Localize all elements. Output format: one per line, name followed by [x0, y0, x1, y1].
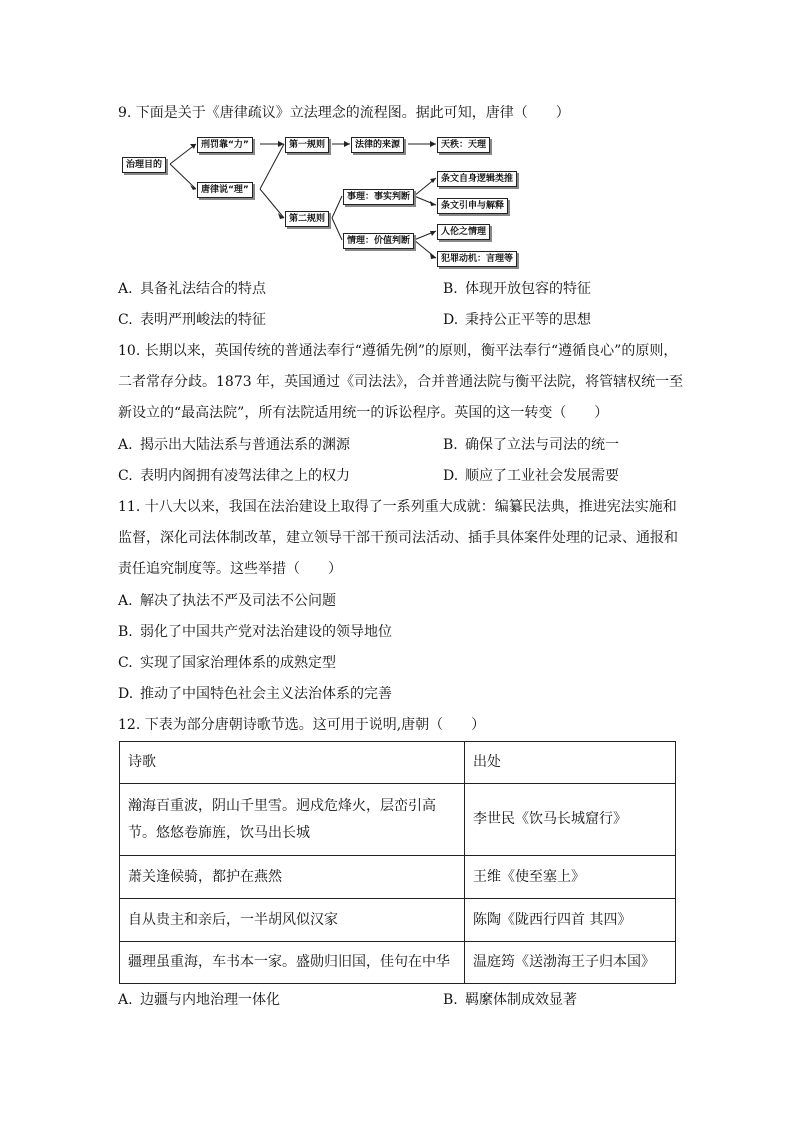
table-cell-poem: 自从贵主和亲后，一半胡风似汉家: [120, 899, 465, 942]
table-header-row: [120, 742, 676, 784]
q9-stem: 9. 下面是关于《唐律疏议》立法理念的流程图。据此可知，唐律（ ）: [118, 105, 570, 121]
q10-option-a[interactable]: A. 揭示出大陆法系与普通法系的渊源: [118, 437, 350, 453]
q11-option-b[interactable]: B. 弱化了中国共产党对法治建设的领导地位: [118, 624, 392, 640]
table-row: [120, 784, 676, 856]
flow-c1: 法律的来源: [351, 137, 404, 153]
flow-root: 治理目的: [122, 157, 166, 173]
q10-stem-line3: 新设立的“最高法院”，所有法院适用统一的诉讼程序。英国的这一转变（ ）: [118, 405, 609, 421]
flow-a1: 刑罚靠“力”: [197, 137, 253, 153]
q9-option-d[interactable]: D. 秉持公正平等的思想: [443, 312, 591, 328]
q11-option-c[interactable]: C. 实现了国家治理体系的成熟定型: [118, 655, 336, 671]
q9-option-c[interactable]: C. 表明严刑峻法的特征: [118, 312, 266, 328]
flow-d3: 条文引申与解释: [437, 198, 508, 214]
q11-option-d[interactable]: D. 推动了中国特色社会主义法治体系的完善: [118, 686, 392, 702]
flow-d2: 条文自身逻辑类推: [437, 171, 517, 187]
table-cell-source: 李世民《饮马长城窟行》: [465, 784, 676, 856]
q9-flowchart: [120, 132, 530, 272]
q12-stem: 12. 下表为部分唐朝诗歌节选。这可用于说明,唐朝（ ）: [118, 717, 486, 733]
q10-option-d[interactable]: D. 顺应了工业社会发展需要: [443, 468, 619, 484]
table-row: [120, 856, 676, 899]
flow-b1: 第一规则: [285, 137, 329, 153]
q11-option-a[interactable]: A. 解决了执法不严及司法不公问题: [118, 593, 336, 609]
table-cell-source: 陈陶《陇西行四首 其四》: [465, 899, 676, 942]
table-cell-source: 温庭筠《送渤海王子归本国》: [465, 942, 676, 984]
table-row: [120, 942, 676, 984]
table-cell-poem: 瀚海百重波，阴山千里雪。迥戍危烽火，层峦引高 节。悠悠卷旆旌，饮马出长城: [120, 784, 465, 856]
table-header-source: 出处: [465, 742, 676, 784]
q11-stem-line3: 责任追究制度等。这些举措（ ）: [118, 561, 342, 577]
flow-d4: 人伦之情理: [437, 224, 490, 240]
table-cell-poem: 萧关逢候骑，都护在燕然: [120, 856, 465, 899]
q10-stem-line1: 10. 长期以来，英国传统的普通法奉行“遵循先例”的原则，衡平法奉行“遵循良心”的原则，: [118, 343, 678, 359]
flow-b2: 第二规则: [285, 211, 329, 227]
q12-option-a[interactable]: A. 边疆与内地治理一体化: [118, 992, 280, 1008]
flow-a2: 唐律说“理”: [197, 182, 253, 198]
q11-stem-line1: 11. 十八大以来，我国在法治建设上取得了一系列重大成就：编纂民法典，推进宪法实施和: [118, 499, 677, 515]
q12-poem-table: [119, 741, 676, 984]
table-header-poem: 诗歌: [120, 742, 465, 784]
q10-stem-line2: 二者常存分歧。1873 年，英国通过《司法法》，合并普通法院与衡平法院，将管辖权统一至: [118, 374, 684, 390]
table-row: [120, 899, 676, 942]
table-cell-source: 王维《使至塞上》: [465, 856, 676, 899]
flow-c2: 事理：事实判断: [343, 189, 414, 205]
flow-c3: 情理：价值判断: [343, 233, 414, 249]
q9-option-b[interactable]: B. 体现开放包容的特征: [443, 281, 591, 297]
q10-option-b[interactable]: B. 确保了立法与司法的统一: [443, 437, 619, 453]
q10-option-c[interactable]: C. 表明内阁拥有凌驾法律之上的权力: [118, 468, 350, 484]
table-cell-poem: 疆理虽重海，车书本一家。盛勋归旧国，佳句在中华: [120, 942, 465, 984]
flow-d5: 犯罪动机：言理等: [437, 251, 517, 267]
q12-option-b[interactable]: B. 羁縻体制成效显著: [443, 992, 577, 1008]
flow-d1: 天秩：天理: [437, 137, 490, 153]
q9-option-a[interactable]: A. 具备礼法结合的特点: [118, 281, 266, 297]
q11-stem-line2: 监督，深化司法体制改革，建立领导干部干预司法活动、插手具体案件处理的记录、通报和: [118, 530, 678, 546]
